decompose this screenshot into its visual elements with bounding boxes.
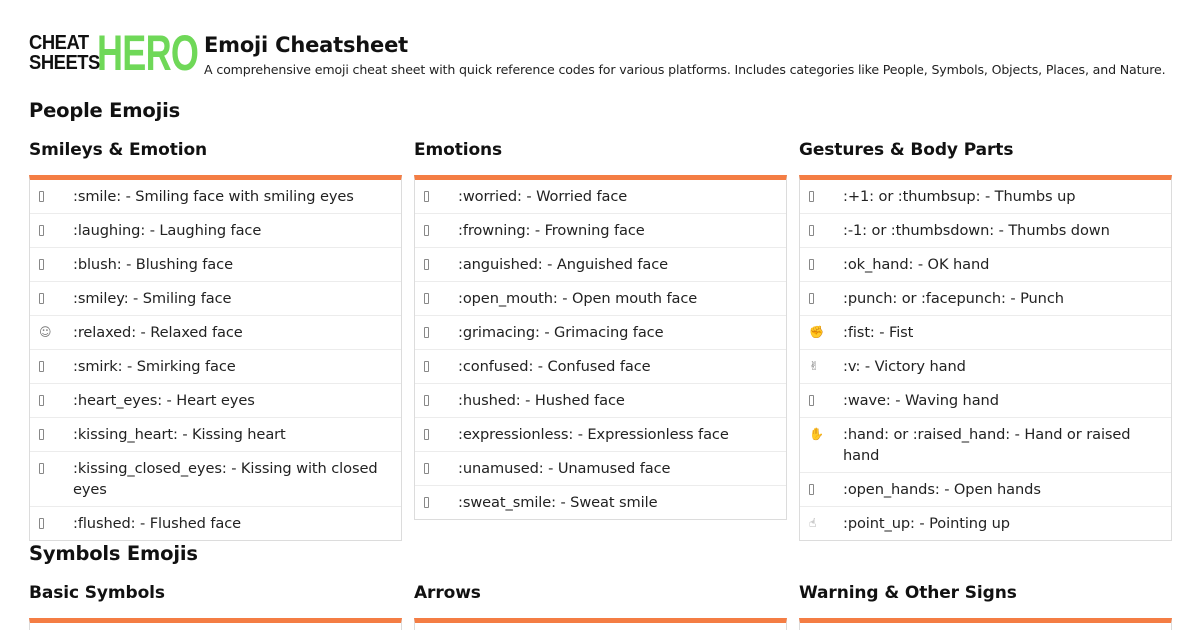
missing-glyph-icon: [415, 458, 458, 479]
emoji-code-description: :flushed: - Flushed face: [73, 515, 242, 532]
emoji-row: [415, 214, 786, 248]
tofu-box-icon: [39, 463, 44, 474]
point-up-icon: [800, 513, 843, 534]
missing-glyph-icon: [30, 424, 73, 445]
emoji-row: [30, 418, 401, 452]
missing-glyph-icon: [30, 186, 73, 207]
raised-hand-icon: [800, 424, 843, 445]
emoji-row: [30, 248, 401, 282]
tofu-box-icon: [39, 361, 44, 372]
category-title: Gestures & Body Parts: [799, 140, 1014, 160]
missing-glyph-icon: [30, 220, 73, 241]
emoji-code-description: :fist: - Fist: [843, 324, 914, 341]
emoji-row: [30, 350, 401, 384]
missing-glyph-icon: [415, 390, 458, 411]
tofu-box-icon: [424, 361, 429, 372]
emoji-row: [800, 350, 1171, 384]
section-title-people: People Emojis: [29, 99, 180, 122]
tofu-box-icon: [39, 191, 44, 202]
emoji-code-description: :grimacing: - Grimacing face: [458, 324, 664, 341]
emoji-code-description: :punch: or :facepunch: - Punch: [843, 290, 1064, 307]
category-title: Warning & Other Signs: [799, 583, 1017, 603]
page-description: A comprehensive emoji cheat sheet with quick reference codes for various platforms. Includes categories like People, Symbols, Objects, Places, and Nature.: [204, 62, 1166, 77]
page-title: Emoji Cheatsheet: [204, 33, 408, 57]
missing-glyph-icon: [415, 220, 458, 241]
emoji-list: [29, 175, 402, 541]
logo-hero-text: HERO: [97, 25, 199, 81]
tofu-box-icon: [39, 225, 44, 236]
logo-wordmark: [29, 32, 100, 74]
emoji-row: [800, 282, 1171, 316]
emoji-row: [30, 507, 401, 540]
emoji-code-description: :sweat_smile: - Sweat smile: [458, 494, 658, 511]
emoji-row: [800, 214, 1171, 248]
emoji-glyph: ☺: [39, 325, 52, 339]
header: [29, 25, 1166, 81]
emoji-code-description: :smirk: - Smirking face: [73, 358, 236, 375]
emoji-row: [800, 418, 1171, 473]
emoji-row: [30, 282, 401, 316]
emoji-row: [415, 350, 786, 384]
emoji-row: [30, 452, 401, 507]
category-title: Smileys & Emotion: [29, 140, 208, 160]
tofu-box-icon: [39, 395, 44, 406]
tofu-box-icon: [424, 327, 429, 338]
emoji-code-description: :-1: or :thumbsdown: - Thumbs down: [843, 222, 1110, 239]
emoji-code-description: :kissing_closed_eyes: - Kissing with closed eyes: [73, 460, 378, 498]
missing-glyph-icon: [800, 288, 843, 309]
logo-top-text: CHEAT: [29, 32, 89, 54]
people-columns: [29, 139, 1172, 541]
emoji-row: [30, 214, 401, 248]
section-title-symbols: Symbols Emojis: [29, 542, 198, 565]
tofu-box-icon: [424, 497, 429, 508]
emoji-code-description: :open_mouth: - Open mouth face: [458, 290, 698, 307]
emoji-glyph: ☝: [809, 516, 817, 530]
missing-glyph-icon: [800, 390, 843, 411]
emoji-row: [415, 452, 786, 486]
missing-glyph-icon: [415, 492, 458, 513]
category-arrows: [414, 582, 787, 630]
emoji-code-description: :ok_hand: - OK hand: [843, 256, 990, 273]
missing-glyph-icon: [415, 186, 458, 207]
missing-glyph-icon: [30, 254, 73, 275]
emoji-code-description: :anguished: - Anguished face: [458, 256, 669, 273]
tofu-box-icon: [424, 429, 429, 440]
category-emotions: [414, 139, 787, 541]
header-text: [204, 32, 1165, 78]
category-basic-symbols: [29, 582, 402, 630]
missing-glyph-icon: [415, 424, 458, 445]
cheatsheets-hero-logo[interactable]: [29, 25, 199, 81]
missing-glyph-icon: [415, 254, 458, 275]
emoji-list: [414, 618, 787, 630]
emoji-list: [799, 175, 1172, 541]
tofu-box-icon: [424, 259, 429, 270]
emoji-list: [799, 618, 1172, 630]
emoji-row: [415, 316, 786, 350]
emoji-code-description: :smiley: - Smiling face: [73, 290, 232, 307]
missing-glyph-icon: [30, 513, 73, 534]
emoji-row: [415, 180, 786, 214]
tofu-box-icon: [39, 518, 44, 529]
missing-glyph-icon: [800, 186, 843, 207]
emoji-glyph: ✋: [809, 427, 824, 441]
emoji-code-description: :v: - Victory hand: [843, 358, 966, 375]
category-gestures-and-body-parts: [799, 139, 1172, 541]
tofu-box-icon: [424, 463, 429, 474]
category-title: Emotions: [414, 140, 503, 160]
emoji-list: [414, 175, 787, 520]
category-smileys-and-emotion: [29, 139, 402, 541]
emoji-code-description: :laughing: - Laughing face: [73, 222, 262, 239]
missing-glyph-icon: [30, 356, 73, 377]
emoji-row: [800, 316, 1171, 350]
emoji-code-description: :frowning: - Frowning face: [458, 222, 645, 239]
emoji-row: [415, 282, 786, 316]
missing-glyph-icon: [800, 220, 843, 241]
emoji-row: [800, 473, 1171, 507]
emoji-code-description: :open_hands: - Open hands: [843, 481, 1041, 498]
emoji-row: [800, 248, 1171, 282]
tofu-box-icon: [809, 191, 814, 202]
victory-hand-icon: [800, 356, 843, 377]
tofu-box-icon: [424, 395, 429, 406]
emoji-list: [29, 618, 402, 630]
emoji-glyph: ✌: [809, 359, 820, 373]
emoji-code-description: :worried: - Worried face: [458, 188, 628, 205]
tofu-box-icon: [809, 259, 814, 270]
emoji-row: [415, 248, 786, 282]
tofu-box-icon: [424, 225, 429, 236]
emoji-code-description: :+1: or :thumbsup: - Thumbs up: [843, 188, 1076, 205]
emoji-row: [800, 507, 1171, 540]
tofu-box-icon: [809, 225, 814, 236]
emoji-row: [30, 316, 401, 350]
missing-glyph-icon: [800, 254, 843, 275]
emoji-row: [30, 384, 401, 418]
missing-glyph-icon: [30, 458, 73, 479]
missing-glyph-icon: [30, 390, 73, 411]
emoji-code-description: :blush: - Blushing face: [73, 256, 233, 273]
tofu-box-icon: [39, 429, 44, 440]
emoji-code-description: :relaxed: - Relaxed face: [73, 324, 243, 341]
tofu-box-icon: [424, 293, 429, 304]
emoji-row: [30, 623, 401, 630]
missing-glyph-icon: [415, 322, 458, 343]
emoji-code-description: :unamused: - Unamused face: [458, 460, 671, 477]
tofu-box-icon: [809, 293, 814, 304]
emoji-row: [415, 418, 786, 452]
emoji-code-description: :kissing_heart: - Kissing heart: [73, 426, 286, 443]
symbols-columns: [29, 582, 1172, 630]
tofu-box-icon: [809, 395, 814, 406]
emoji-code-description: :smile: - Smiling face with smiling eyes: [73, 188, 354, 205]
emoji-row: [30, 180, 401, 214]
emoji-row: [800, 180, 1171, 214]
emoji-code-description: :point_up: - Pointing up: [843, 515, 1010, 532]
emoji-glyph: ✊: [809, 325, 824, 339]
logo-bottom-text: SHEETS: [29, 52, 100, 74]
fist-icon: [800, 322, 843, 343]
missing-glyph-icon: [415, 288, 458, 309]
emoji-code-description: :wave: - Waving hand: [843, 392, 999, 409]
missing-glyph-icon: [30, 288, 73, 309]
emoji-code-description: :expressionless: - Expressionless face: [458, 426, 729, 443]
missing-glyph-icon: [415, 356, 458, 377]
emoji-row: [415, 486, 786, 519]
emoji-code-description: :confused: - Confused face: [458, 358, 651, 375]
category-title: Basic Symbols: [29, 583, 165, 603]
missing-glyph-icon: [800, 479, 843, 500]
emoji-code-description: :heart_eyes: - Heart eyes: [73, 392, 255, 409]
category-warning-and-other-signs: [799, 582, 1172, 630]
emoji-row: [800, 384, 1171, 418]
emoji-row: [415, 384, 786, 418]
tofu-box-icon: [39, 293, 44, 304]
emoji-code-description: :hushed: - Hushed face: [458, 392, 625, 409]
tofu-box-icon: [809, 484, 814, 495]
emoji-code-description: :hand: or :raised_hand: - Hand or raised hand: [843, 426, 1131, 464]
tofu-box-icon: [39, 259, 44, 270]
category-title: Arrows: [414, 583, 481, 603]
tofu-box-icon: [424, 191, 429, 202]
relaxed-face-icon: [30, 322, 73, 343]
